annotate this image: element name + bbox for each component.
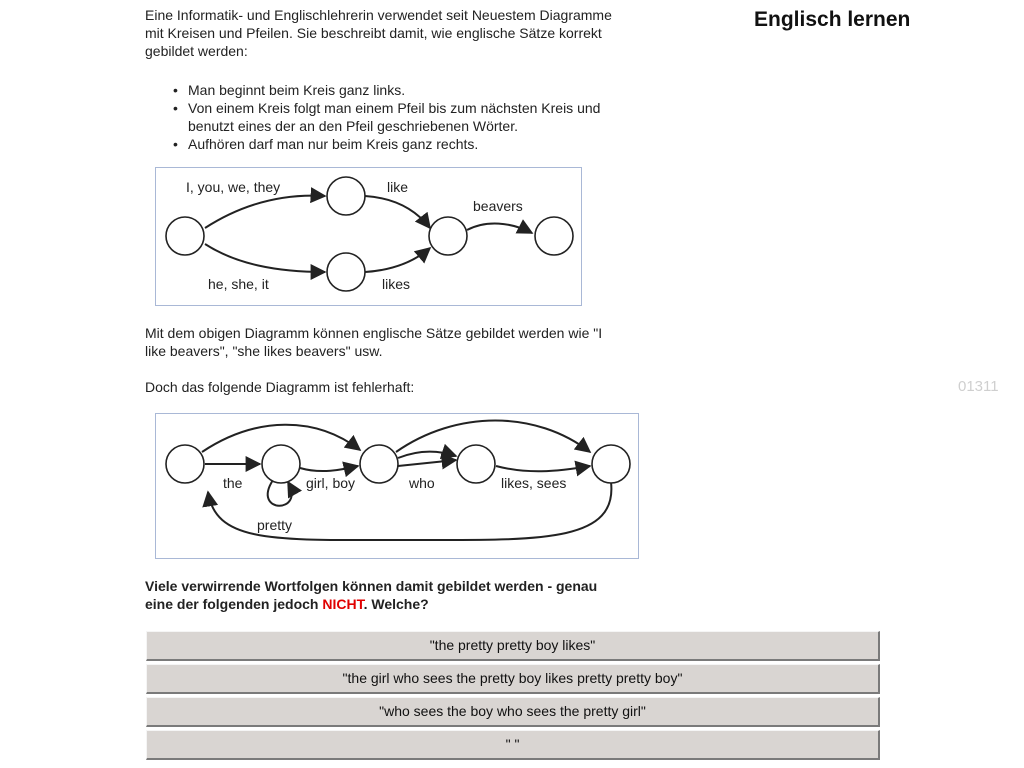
faulty-text: Doch das folgende Diagramm ist fehlerhaft: [145, 379, 415, 395]
node-1 [166, 445, 204, 483]
question-text [145, 577, 625, 613]
edge-lower-to-mid [365, 248, 430, 272]
example-text: Mit dem obigen Diagramm können englische Sätze gebildet werden wie "I like beavers", "she likes beavers" usw. [145, 325, 603, 359]
rule-item: • Von einem Kreis folgt man einem Pfeil bis zum nächsten Kreis und benutzt eines der an den Pfeil geschriebenen Wörter. [145, 99, 615, 135]
node-start [166, 217, 204, 255]
answer-option-2[interactable]: "the girl who sees the pretty boy likes pretty pretty boy" [146, 664, 880, 694]
example-diagram [155, 167, 582, 306]
node-4 [457, 445, 495, 483]
label-like: like [387, 179, 409, 195]
node-mid [429, 217, 467, 255]
rule-item: • Man beginnt beim Kreis ganz links. [145, 81, 615, 99]
label-who: who [409, 475, 435, 491]
edge-n3-to-n4-upper [398, 452, 456, 458]
question-part1: Viele verwirrende Wortfolgen können damit gebildet werden - genau eine der folgenden jedoch [145, 578, 598, 612]
label-beavers: beavers [473, 198, 523, 214]
node-end [535, 217, 573, 255]
answer-option-3[interactable]: "who sees the boy who sees the pretty girl" [146, 697, 880, 727]
answer-option-4[interactable]: " " [146, 730, 880, 760]
label-pronouns-plural: I, you, we, they [186, 179, 281, 195]
edge-pretty-loop [268, 480, 292, 506]
example-diagram-svg [156, 168, 581, 305]
node-lower [327, 253, 365, 291]
question-highlight: NICHT [322, 596, 364, 612]
edge-start-to-upper [205, 196, 325, 228]
question-part2: . Welche? [363, 596, 429, 612]
rules-list [145, 81, 615, 153]
label-pretty: pretty [257, 517, 293, 533]
edge-start-to-lower [205, 244, 325, 272]
page-title: Englisch lernen [754, 8, 911, 31]
rule-item: • Aufhören darf man nur beim Kreis ganz rechts. [145, 135, 615, 153]
edge-mid-to-end [467, 224, 532, 233]
task-code: 01311 [958, 378, 999, 395]
label-girl-boy: girl, boy [306, 475, 356, 491]
node-2 [262, 445, 300, 483]
edge-n3-to-n5-top [396, 421, 590, 453]
node-upper [327, 177, 365, 215]
edge-upper-to-mid [365, 196, 430, 228]
faulty-diagram-svg [156, 414, 638, 558]
intro-text: Eine Informatik- und Englischlehrerin verwendet seit Neuestem Diagramme mit Kreisen und Pfeilen. Sie beschreibt damit, wie englische Sätze korrekt gebildet werden: [145, 7, 612, 59]
label-likes-sees: likes, sees [501, 475, 567, 491]
label-likes: likes [382, 276, 411, 292]
answer-option-1[interactable]: "the pretty pretty boy likes" [146, 631, 880, 661]
label-the: the [223, 475, 243, 491]
node-5 [592, 445, 630, 483]
edge-n4-to-n5 [496, 466, 590, 471]
faulty-diagram [155, 413, 639, 559]
edge-n2-to-n3 [300, 466, 358, 471]
label-pronouns-singular: he, she, it [208, 276, 269, 292]
edge-n3-to-n4-lower [398, 460, 456, 466]
node-3 [360, 445, 398, 483]
